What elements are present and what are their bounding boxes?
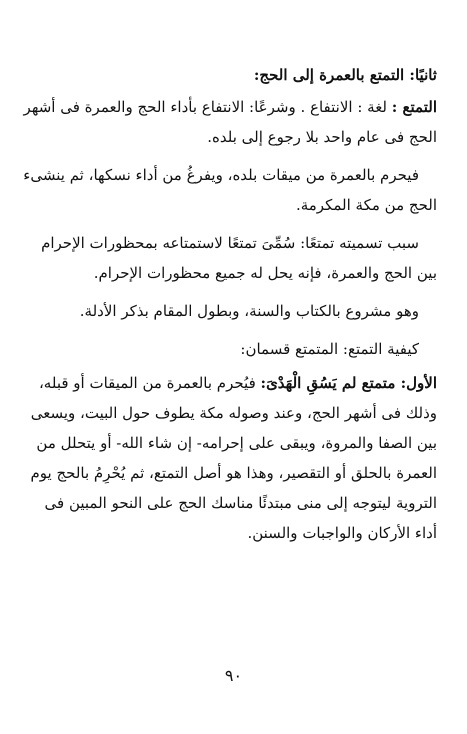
section-heading: ثانيًا: التمتع بالعمرة إلى الحج: [253, 66, 437, 84]
first-type-label: الأول: متمتع لم يَسُقِ الْهَدْىَ: [260, 374, 437, 392]
first-type-paragraph [22, 368, 437, 548]
ruling-paragraph: وهو مشروع بالكتاب والسنة، وبطول المقام بذكر الأدلة. [79, 302, 419, 320]
first-type-text: فيُحرم بالعمرة من الميقات أو قبله، وذلك فى أشهر الحج، وعند وصوله مكة يطوف حول البيت، ويسعى بين الصفا والمروة، ويبقى على إحرامه- إن شاء الله- أو يتحلل من العمرة بالحلق أو التقصير، وهذا هو أصل التمتع، ثم يُحْرِمُ بالحج يوم التروية ليتوجه إلى منى مبتدئًا مناسك الحج على النحو المبين فى أداء الأركان والواجبات والسنن. [30, 374, 437, 542]
definition-text: لغة : الانتفاع . وشرعًا: الانتفاع بأداء الحج والعمرة فى أشهر الحج فى عام واحد بلا رجوع إلى بلده. [23, 98, 437, 146]
naming-reason-paragraph: سبب تسميته تمتعًا: سُمِّىَ تمتعًا لاستمتاعه بمحظورات الإحرام بين الحج والعمرة، فإنه يحل له جميع محظورات الإحرام. [41, 234, 437, 282]
procedure-paragraph: فيحرم بالعمرة من ميقات بلده، ويفرغُ من أداء نسكها، ثم ينشىء الحج من مكة المكرمة. [23, 166, 437, 214]
manner-heading: كيفية التمتع: المتمتع قسمان: [240, 340, 419, 358]
definition-term: التمتع : [391, 98, 437, 116]
definition-paragraph [22, 92, 437, 152]
page-number: ٩٠ [224, 666, 243, 685]
